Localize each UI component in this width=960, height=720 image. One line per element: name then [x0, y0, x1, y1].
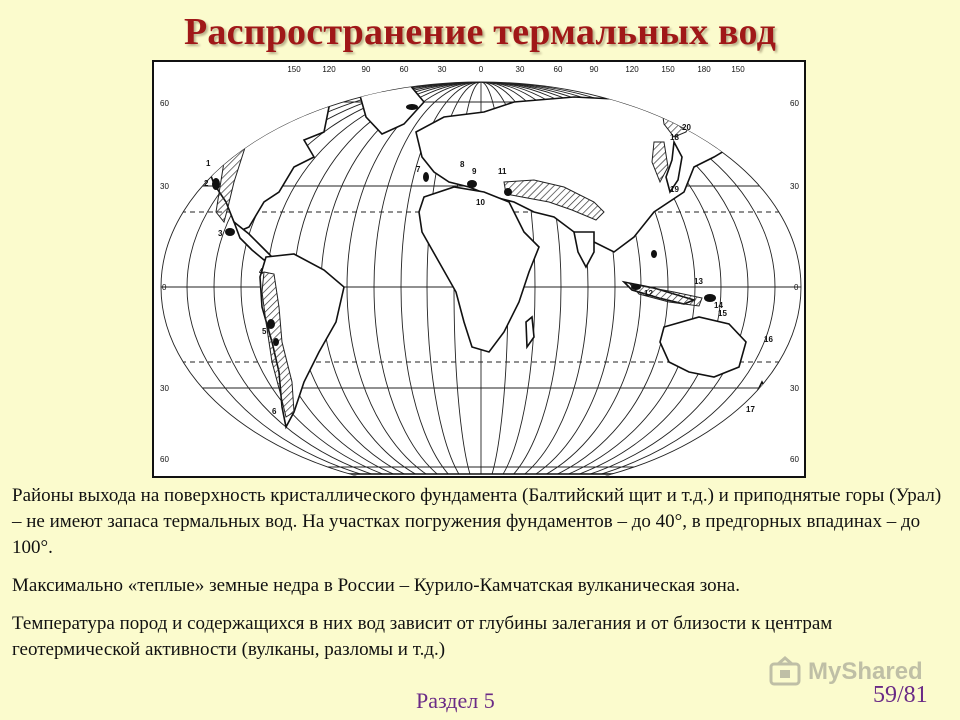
- antarctica: [174, 474, 788, 478]
- zone-number: 1: [206, 159, 211, 168]
- zone-number: 5: [262, 327, 267, 336]
- central-america: [234, 222, 272, 260]
- lat-label-left: 60: [160, 455, 169, 464]
- lat-label-left: 0: [162, 283, 167, 292]
- spot-chile: [273, 338, 279, 346]
- africa: [419, 187, 539, 352]
- page-number: 59/81: [873, 682, 928, 708]
- slide-title: Распространение термальных вод: [183, 11, 777, 53]
- spot-caucasus: [504, 188, 512, 196]
- section-label: Раздел 5: [416, 688, 495, 713]
- zone-number: 19: [670, 185, 679, 194]
- spot-greece: [467, 180, 477, 188]
- zone-number: 12: [644, 289, 653, 298]
- spot-iceland: [406, 104, 418, 110]
- lon-label: 0: [478, 65, 484, 74]
- lat-label-left: 30: [160, 182, 169, 191]
- lat-label-right: 30: [790, 182, 799, 191]
- zone-number: 11: [498, 167, 507, 176]
- lon-label: 60: [399, 65, 409, 74]
- lon-label: 60: [553, 65, 563, 74]
- spot-italy: [423, 172, 429, 182]
- spot-mexico: [225, 228, 235, 236]
- zone-number: 8: [460, 160, 465, 169]
- india: [574, 232, 594, 267]
- lon-label: 150: [287, 65, 301, 74]
- text-content: [12, 483, 942, 675]
- lon-label: 150: [661, 65, 675, 74]
- paragraph-kamchatka: Максимально «теплые» земные недра в России – Курило-Камчатская вулканическая зона.: [12, 575, 740, 596]
- zone-number: 17: [746, 405, 755, 414]
- lat-label-left: 30: [160, 384, 169, 393]
- watermark-text: MyShared: [808, 658, 923, 685]
- australia: [660, 317, 746, 377]
- map-svg: [154, 62, 806, 478]
- zone-number: 3: [218, 229, 223, 238]
- lat-label-left: 60: [160, 99, 169, 108]
- zone-number: 10: [476, 198, 485, 207]
- zone-number: 7: [416, 165, 421, 174]
- lon-label: 120: [322, 65, 336, 74]
- lat-label-right: 60: [790, 455, 799, 464]
- zone-number: 4: [259, 267, 264, 276]
- lon-label: 90: [361, 65, 371, 74]
- watermark-logo-icon: [768, 656, 804, 688]
- zone-number: 6: [272, 407, 277, 416]
- spot-usa-west: [212, 178, 220, 190]
- lon-label: 120: [625, 65, 639, 74]
- zone-number: 13: [694, 277, 703, 286]
- lon-label: 30: [515, 65, 525, 74]
- zone-number: 16: [764, 335, 773, 344]
- spot-peru: [267, 319, 275, 329]
- paragraph-temperature: Температура пород и содержащихся в них вод зависит от глубины залегания и от близости к центрам геотермической активности (вулканы, разломы и т.д.): [12, 613, 833, 660]
- spot-alaska: [203, 102, 221, 110]
- zone-number: 15: [718, 309, 727, 318]
- spot-java: [631, 284, 641, 290]
- lat-label-right: 60: [790, 99, 799, 108]
- lat-label-right: 30: [790, 384, 799, 393]
- longitude-labels: [287, 65, 745, 74]
- lat-label-right: 0: [794, 283, 799, 292]
- lon-label: 90: [589, 65, 599, 74]
- world-map: [152, 60, 806, 478]
- lon-label: 180: [697, 65, 711, 74]
- spot-nz: [759, 391, 765, 401]
- lon-label: 30: [437, 65, 447, 74]
- zone-number: 2: [204, 179, 209, 188]
- lon-label: 150: [731, 65, 745, 74]
- paragraph-basement: Районы выхода на поверхность кристаллического фундамента (Балтийский щит и т.д.) и приподнятые горы (Урал) – не имеют запаса термальных вод. На участках погружения фундаментов – до 40°, в предгорных впадинах – до 100°.: [12, 485, 942, 558]
- zone-number: 18: [670, 133, 679, 142]
- zone-number: 14: [714, 301, 723, 310]
- zone-number: 9: [472, 167, 477, 176]
- spot-philippines: [651, 250, 657, 258]
- zone-number: 20: [682, 123, 691, 132]
